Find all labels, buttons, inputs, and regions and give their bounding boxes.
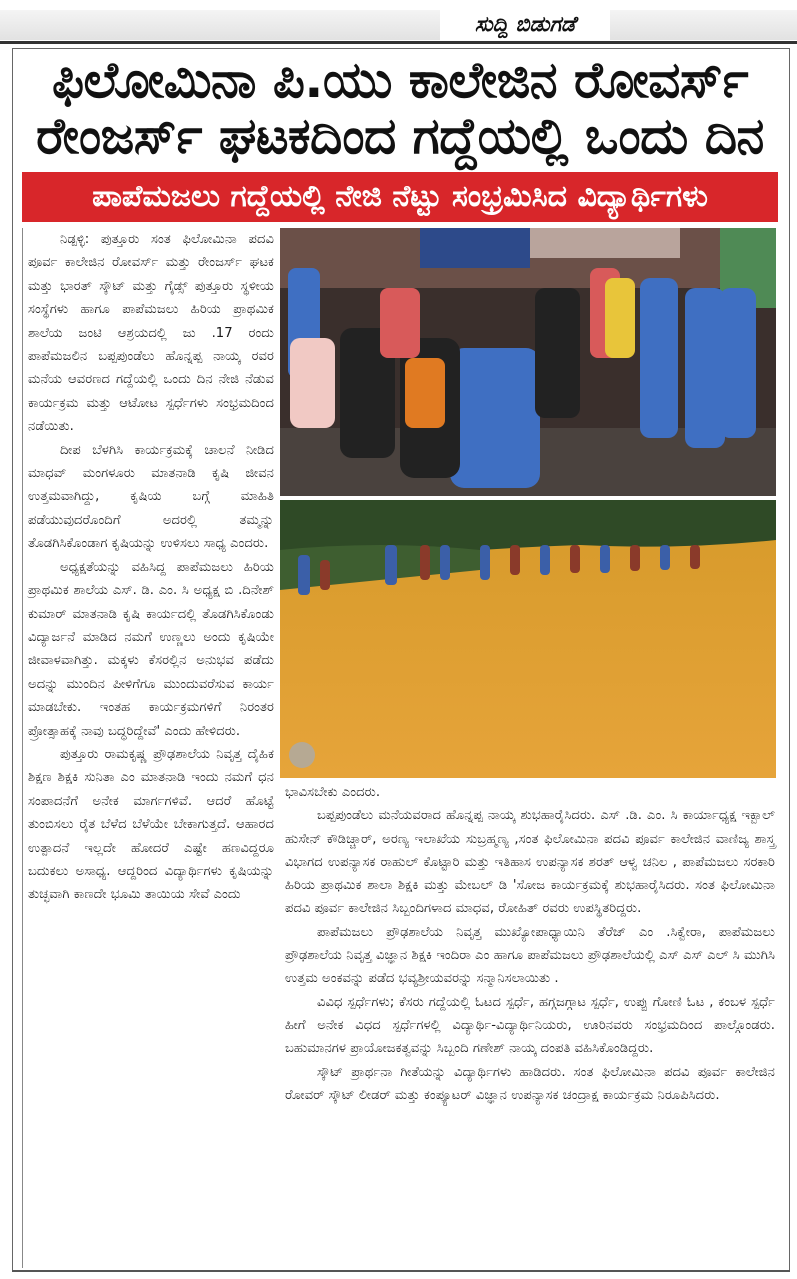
paddy-field-photo [280, 500, 776, 778]
right-column [285, 781, 775, 1107]
left-column [28, 228, 274, 907]
paragraph: ಪುತ್ತೂರು ರಾಮಕೃಷ್ಣ ಪ್ರೌಢಶಾಲೆಯ ನಿವೃತ್ತ ದೈಹಿಕ ಶಿಕ್ಷಣ ಶಿಕ್ಷಕಿ ಸುನಿತಾ ಎಂ ಮಾತನಾಡಿ ಇಂದು ನಮಗೆ ಧನ ಸಂಪಾದನೆಗೆ ಅನೇಕ ಮಾರ್ಗಗಳಿವೆ. ಆದರೆ ಹೊಟ್ಟೆ ತುಂಬಿಸಲು ರೈತ ಬೆಳೆದ ಬೆಳೆಯೇ ಬೇಕಾಗುತ್ತದೆ. ಆಹಾರದ ಉತ್ಪಾದನೆ ಇಲ್ಲದೇ ಹೋದರೆ ಎಷ್ಟೇ ಹಣವಿದ್ದರೂ ಬದುಕಲು ಅಸಾಧ್ಯ. ಆದ್ದರಿಂದ ವಿದ್ಯಾರ್ಥಿಗಳು ಕೃಷಿಯನ್ನು ತುಚ್ಛವಾಗಿ ಕಾಣದೇ ಭೂಮಿ ತಾಯಿಯ ಸೇವೆ ಎಂದು [28, 746, 274, 903]
header-divider [0, 41, 797, 44]
column-divider [22, 228, 23, 1268]
paragraph: ಸ್ಕೌಟ್ ಪ್ರಾರ್ಥನಾ ಗೀತೆಯನ್ನು ವಿದ್ಯಾರ್ಥಿಗಳು ಹಾಡಿದರು. ಸಂತ ಫಿಲೋಮಿನಾ ಪದವಿ ಪೂರ್ವ ಕಾಲೇಜಿನ ರೋವರ್ ಸ್ಕೌಟ್ ಲೀಡರ್ ಮತ್ತು ಕಂಪ್ಯೂಟರ್ ವಿಜ್ಞಾನ ಉಪನ್ಯಾಸಕ ಚಂದ್ರಾಕ್ಷ ಕಾರ್ಯಕ್ರಮ ನಿರೂಪಿಸಿದರು. [285, 1064, 775, 1103]
paragraph: ದೀಪ ಬೆಳಗಿಸಿ ಕಾರ್ಯಕ್ರಮಕ್ಕೆ ಚಾಲನೆ ನೀಡಿದ ಮಾಧವ್ ಮಂಗಳೂರು ಮಾತನಾಡಿ ಕೃಷಿ ಜೀವನ ಉತ್ತಮವಾಗಿದ್ದು, ಕೃಷಿಯ ಬಗ್ಗೆ ಮಾಹಿತಿ ಪಡೆಯುವುದರೊಂದಿಗೆ ಅದರಲ್ಲಿ ತಮ್ಮನ್ನು ತೊಡಗಿಸಿಕೊಂಡಾಗ ಕೃಷಿಯನ್ನು ಉಳಿಸಲು ಸಾಧ್ಯ ಎಂದರು. [28, 442, 274, 552]
paragraph: ಬಪ್ಪಪುಂಡೆಲು ಮನೆಯವರಾದ ಹೊನ್ನಪ್ಪ ನಾಯ್ಕ ಶುಭಹಾರೈಸಿದರು. ಎಸ್ .ಡಿ. ಎಂ. ಸಿ ಕಾರ್ಯಾಧ್ಯಕ್ಷ ಇಕ್ಬಾಲ್ ಹುಸೇನ್ ಕೌಡಿಚ್ಚಾರ್, ಅರಣ್ಯ ಇಲಾಖೆಯ ಸುಬ್ರಹ್ಮಣ್ಯ ,ಸಂತ ಫಿಲೋಮಿನಾ ಪದವಿ ಪೂರ್ವ ಕಾಲೇಜಿನ ವಾಣಿಜ್ಯ ಶಾಸ್ತ್ರ ವಿಭಾಗದ ಉಪನ್ಯಾಸಕ ರಾಹುಲ್ ಕೊಟ್ಟಾರಿ ಮತ್ತು ಇತಿಹಾಸ ಉಪನ್ಯಾಸಕ ಶರತ್ ಆಳ್ವ ಚನಿಲ , ಪಾಪೆಮಜಲು ಸರಕಾರಿ ಹಿರಿಯ ಪ್ರಾಥಮಿಕ ಶಾಲಾ ಶಿಕ್ಷಕಿ ಮತ್ತು ಮೇಬಲ್ ಡಿ 'ಸೋಜ ಕಾರ್ಯಕ್ರಮಕ್ಕೆ ಶುಭಹಾರೈಸಿದರು. ಸಂತ ಫಿಲೋಮಿನಾ ಪದವಿ ಪೂರ್ವ ಕಾಲೇಜಿನ ಸಿಬ್ಬಂದಿಗಳಾದ ಮಾಧವ, ರೋಹಿತ್ ರವರು ಉಪಸ್ಥಿತರಿದ್ದರು. [285, 808, 775, 917]
group-photo [280, 228, 776, 496]
header-strip [0, 10, 797, 40]
headline-line-2: ರೇಂಜರ್ಸ್ ಘಟಕದಿಂದ ಗದ್ದೆಯಲ್ಲಿ ಒಂದು ದಿನ [36, 107, 764, 165]
paragraph: ಪಾಪೆಮಜಲು ಪ್ರೌಢಶಾಲೆಯ ನಿವೃತ್ತ ಮುಖ್ಯೋಪಾಧ್ಯಾಯಿನಿ ತೆರೆಜ್ ಎಂ .ಸಿಕ್ವೇರಾ, ಪಾಪೆಮಜಲು ಪ್ರೌಢಶಾಲೆಯ ನಿವೃತ್ತ ವಿಜ್ಞಾನ ಶಿಕ್ಷಕಿ ಇಂದಿರಾ ಎಂ ಹಾಗೂ ಪಾಪೆಮಜಲು ಪ್ರೌಢಶಾಲೆಯಲ್ಲಿ ಎಸ್ ಎಸ್ ಎಲ್ ಸಿ ಮುಗಿಸಿ ಉತ್ತಮ ಅಂಕವನ್ನು ಪಡೆದ ಭವ್ಯಶ್ರೀಯವರನ್ನು ಸನ್ಮಾನಿಸಲಾಯಿತು . [285, 924, 775, 987]
paragraph: ನಿಡ್ಪಳ್ಳಿ: ಪುತ್ತೂರು ಸಂತ ಫಿಲೋಮಿನಾ ಪದವಿ ಪೂರ್ವ ಕಾಲೇಜಿನ ರೋವರ್ಸ್ ಮತ್ತು ರೇಂಜರ್ಸ್ ಘಟಕ ಮತ್ತು ಭಾರತ್ ಸ್ಕೌಟ್ ಮತ್ತು ಗೈಡ್ಸ್ ಪುತ್ತೂರು ಸ್ಥಳೀಯ ಸಂಸ್ಥೆಗಳು ಹಾಗೂ ಪಾಪೆಮಜಲು ಹಿರಿಯ ಪ್ರಾಥಮಿಕ ಶಾಲೆಯ ಜಂಟಿ ಆಶ್ರಯದಲ್ಲಿ ಜು .17 ರಂದು ಪಾಪೆಮಜಲಿನ ಬಪ್ಪಪುಂಡೆಲು ಹೊನ್ನಪ್ಪ ನಾಯ್ಕ ರವರ ಮನೆಯ ಆವರಣದ ಗದ್ದೆಯಲ್ಲಿ ಒಂದು ದಿನ ನೇಜಿ ನೆಡುವ ಕಾರ್ಯಕ್ರಮ ಮತ್ತು ಆಟೋಟ ಸ್ಪರ್ಧೆಗಳು ಸಂಭ್ರಮದಿಂದ ನಡೆಯಿತು. [28, 232, 274, 435]
section-title: ಸುದ್ದಿ ಬಿಡುಗಡೆ [440, 8, 610, 40]
headline [22, 52, 778, 164]
headline-line-1: ಫಿಲೋಮಿನಾ ಪಿ.ಯು ಕಾಲೇಜಿನ ರೋವರ್ಸ್ [51, 51, 749, 109]
paragraph: ಭಾವಿಸಬೇಕು ಎಂದರು. [285, 785, 381, 800]
paragraph: ಅಧ್ಯಕ್ಷತೆಯನ್ನು ವಹಿಸಿದ್ದ ಪಾಪೆಮಜಲು ಹಿರಿಯ ಪ್ರಾಥಮಿಕ ಶಾಲೆಯ ಎಸ್. ಡಿ. ಎಂ. ಸಿ ಅಧ್ಯಕ್ಷ ಬಿ .ದಿನೇಶ್ ಕುಮಾರ್ ಮಾತನಾಡಿ ಕೃಷಿ ಕಾರ್ಯದಲ್ಲಿ ತೊಡಗಿಸಿಕೊಂಡು ವಿದ್ಯಾರ್ಜನೆ ಮಾಡಿದ ನಮಗೆ ಉಣ್ಣಲು ಅಂದು ಕೃಷಿಯೇ ಜೀವಾಳವಾಗಿತ್ತು. ಮಕ್ಕಳು ಕೆಸರಲ್ಲಿನ ಅನುಭವ ಪಡೆದು ಅದನ್ನು ಮುಂದಿನ ಪೀಳಿಗೆಗೂ ಮುಂದುವರೆಸುವ ಕಾರ್ಯ ಮಾಡಬೇಕು. ಇಂತಹ ಕಾರ್ಯಕ್ರಮಗಳಿಗೆ ನಿರಂತರ ಪ್ರೋತ್ಸಾಹಕ್ಕೆ ನಾವು ಬದ್ಧರಿದ್ದೇವೆ' ಎಂದು ಹೇಳಿದರು. [28, 559, 274, 739]
subheadline-banner: ಪಾಪೆಮಜಲು ಗದ್ದೆಯಲ್ಲಿ ನೇಜಿ ನೆಟ್ಟು ಸಂಭ್ರಮಿಸಿದ ವಿದ್ಯಾರ್ಥಿಗಳು [22, 172, 778, 222]
paragraph: ವಿವಿಧ ಸ್ಪರ್ಧೆಗಳು; ಕೆಸರು ಗದ್ದೆಯಲ್ಲಿ ಓಟದ ಸ್ಪರ್ಧೆ, ಹಗ್ಗಜಗ್ಗಾಟ ಸ್ಪರ್ಧೆ, ಉಪ್ಪು ಗೋಣಿ ಓಟ , ಕಂಬಳ ಸ್ಪರ್ಧೆ ಹೀಗೆ ಅನೇಕ ವಿಧದ ಸ್ಪರ್ಧೆಗಳಲ್ಲಿ ವಿದ್ಯಾರ್ಥಿ-ವಿದ್ಯಾರ್ಥಿನಿಯರು, ಊರಿನವರು ಸಂಭ್ರಮದಿಂದ ಪಾಲ್ಗೊಂಡರು. ಬಹುಮಾನಗಳ ಪ್ರಾಯೋಜಕತ್ವವನ್ನು ಸಿಬ್ಬಂದಿ ಗಣೇಶ್ ನಾಯ್ಕ ದಂಪತಿ ವಹಿಸಿಕೊಂಡಿದ್ದರು. [285, 994, 775, 1057]
bottom-divider [12, 1270, 790, 1272]
